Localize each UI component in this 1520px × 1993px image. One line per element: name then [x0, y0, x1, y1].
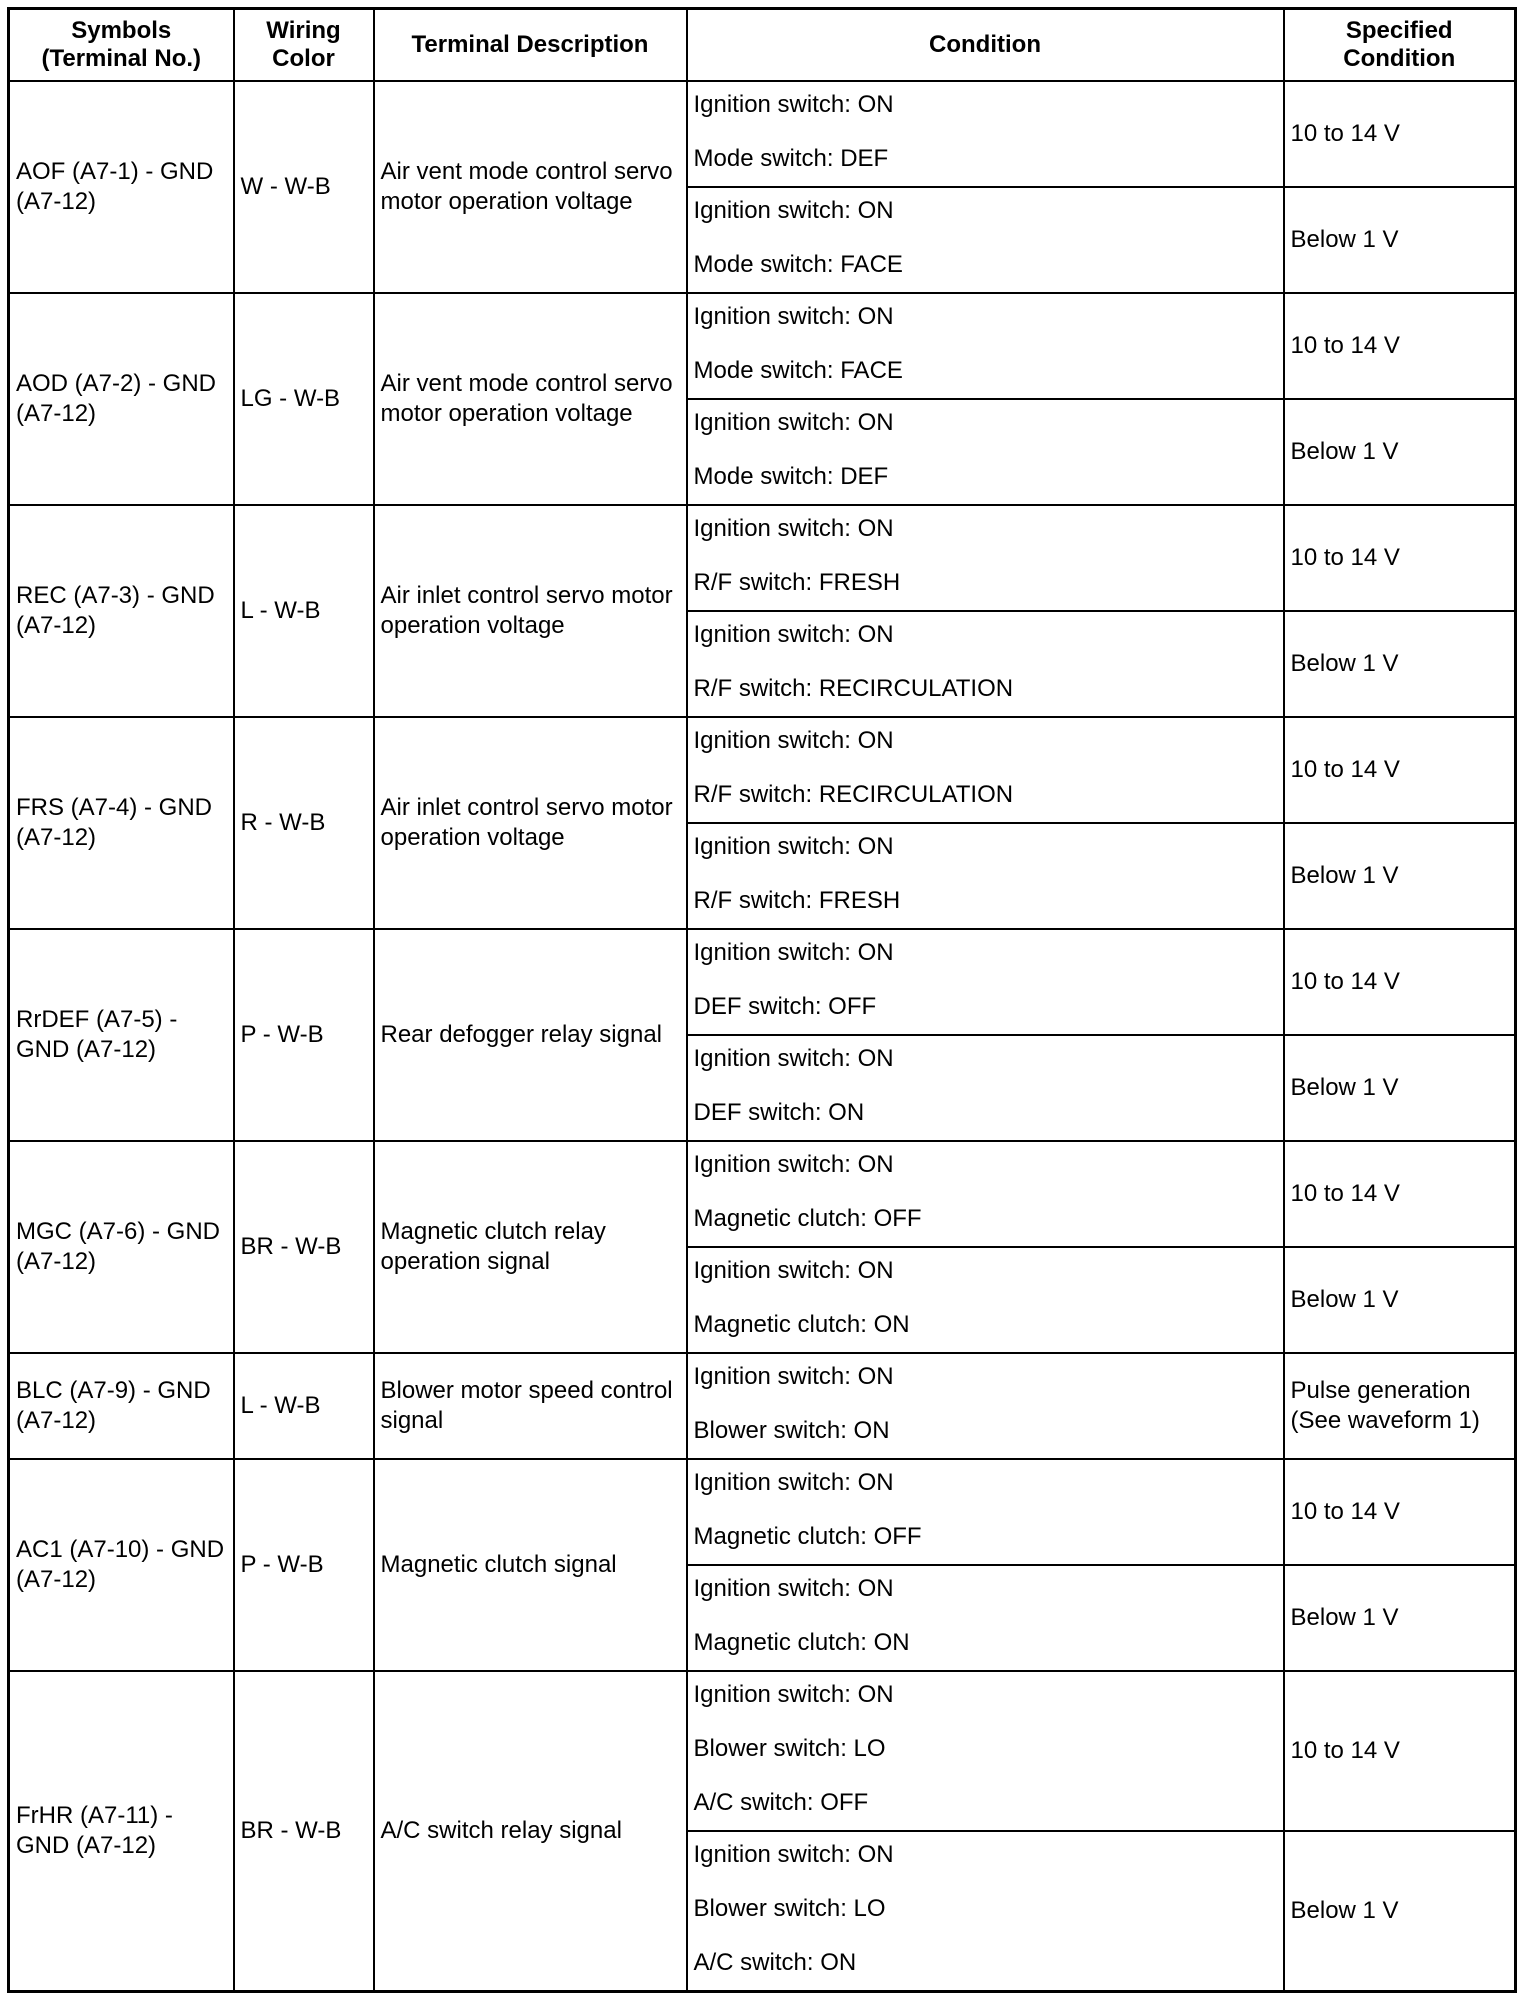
description-cell: Magnetic clutch relay operation signal: [374, 1141, 687, 1353]
specified-cell: Below 1 V: [1284, 1565, 1516, 1671]
condition-line: Ignition switch: ON: [693, 1469, 894, 1496]
symbol-cell: AC1 (A7-10) - GND (A7-12): [9, 1459, 234, 1671]
table-row: [9, 1459, 1516, 1565]
description-cell: A/C switch relay signal: [374, 1671, 687, 1991]
condition-cell: [687, 1141, 1284, 1247]
condition-cell: [687, 929, 1284, 1035]
description-cell: Rear defogger relay signal: [374, 929, 687, 1141]
condition-cell: [687, 1353, 1284, 1459]
specified-cell: Below 1 V: [1284, 399, 1516, 505]
condition-line: Blower switch: LO: [693, 1895, 886, 1922]
condition-cell: [687, 399, 1284, 505]
condition-line: Ignition switch: ON: [693, 833, 894, 860]
condition-cell: [687, 823, 1284, 929]
symbol-cell: FrHR (A7-11) - GND (A7-12): [9, 1671, 234, 1991]
description-cell: Air vent mode control servo motor operation voltage: [374, 293, 687, 505]
symbol-cell: AOF (A7-1) - GND (A7-12): [9, 81, 234, 293]
description-cell: Magnetic clutch signal: [374, 1459, 687, 1671]
condition-cell: [687, 1671, 1284, 1831]
specified-cell: Below 1 V: [1284, 823, 1516, 929]
condition-line: Ignition switch: ON: [693, 1681, 894, 1708]
table-row: [9, 293, 1516, 399]
condition-line: Ignition switch: ON: [693, 1841, 894, 1868]
condition-cell: [687, 505, 1284, 611]
condition-line: R/F switch: FRESH: [693, 569, 901, 596]
condition-line: Mode switch: FACE: [693, 251, 903, 278]
condition-line: Ignition switch: ON: [693, 197, 894, 224]
table-row: [9, 717, 1516, 823]
condition-line: Blower switch: ON: [693, 1417, 890, 1444]
condition-line: Ignition switch: ON: [693, 1151, 894, 1178]
specified-cell: 10 to 14 V: [1284, 505, 1516, 611]
table-row: [9, 1671, 1516, 1831]
condition-line: A/C switch: OFF: [693, 1789, 869, 1816]
wiring-cell: BR - W-B: [234, 1141, 374, 1353]
wiring-cell: BR - W-B: [234, 1671, 374, 1991]
condition-line: Magnetic clutch: ON: [693, 1311, 910, 1338]
condition-line: Ignition switch: ON: [693, 303, 894, 330]
condition-line: Magnetic clutch: OFF: [693, 1523, 922, 1550]
symbol-cell: BLC (A7-9) - GND (A7-12): [9, 1353, 234, 1459]
symbol-cell: AOD (A7-2) - GND (A7-12): [9, 293, 234, 505]
specified-cell: 10 to 14 V: [1284, 293, 1516, 399]
condition-line: Ignition switch: ON: [693, 515, 894, 542]
condition-line: Ignition switch: ON: [693, 727, 894, 754]
condition-line: Ignition switch: ON: [693, 1575, 894, 1602]
condition-line: Mode switch: DEF: [693, 463, 889, 490]
specified-cell: Pulse generation (See waveform 1): [1284, 1353, 1516, 1459]
description-cell: Blower motor speed control signal: [374, 1353, 687, 1459]
header-row: [9, 9, 1516, 82]
specified-cell: 10 to 14 V: [1284, 1459, 1516, 1565]
table-row: [9, 505, 1516, 611]
condition-line: R/F switch: RECIRCULATION: [693, 675, 1014, 702]
wiring-cell: P - W-B: [234, 1459, 374, 1671]
specified-cell: 10 to 14 V: [1284, 717, 1516, 823]
condition-line: Mode switch: DEF: [693, 145, 889, 172]
wiring-cell: W - W-B: [234, 81, 374, 293]
condition-line: Ignition switch: ON: [693, 1363, 894, 1390]
condition-cell: [687, 81, 1284, 187]
specified-cell: Below 1 V: [1284, 611, 1516, 717]
description-cell: Air inlet control servo motor operation voltage: [374, 717, 687, 929]
table-row: [9, 1141, 1516, 1247]
condition-line: R/F switch: RECIRCULATION: [693, 781, 1014, 808]
condition-cell: [687, 1831, 1284, 1991]
specified-cell: 10 to 14 V: [1284, 1671, 1516, 1831]
condition-line: Magnetic clutch: ON: [693, 1629, 910, 1656]
specified-cell: Below 1 V: [1284, 187, 1516, 293]
condition-cell: [687, 717, 1284, 823]
table-row: [9, 929, 1516, 1035]
specified-cell: Below 1 V: [1284, 1831, 1516, 1991]
table-row: [9, 81, 1516, 187]
header-specified: Specified Condition: [1284, 9, 1516, 82]
specified-cell: 10 to 14 V: [1284, 929, 1516, 1035]
header-description: Terminal Description: [374, 9, 687, 82]
symbol-cell: RrDEF (A7-5) - GND (A7-12): [9, 929, 234, 1141]
table-body: [9, 81, 1516, 1991]
condition-cell: [687, 1565, 1284, 1671]
wiring-cell: P - W-B: [234, 929, 374, 1141]
header-symbols: Symbols (Terminal No.): [9, 9, 234, 82]
condition-cell: [687, 1247, 1284, 1353]
symbol-cell: FRS (A7-4) - GND (A7-12): [9, 717, 234, 929]
specified-cell: Below 1 V: [1284, 1247, 1516, 1353]
condition-line: Ignition switch: ON: [693, 409, 894, 436]
condition-line: Ignition switch: ON: [693, 939, 894, 966]
description-cell: Air vent mode control servo motor operation voltage: [374, 81, 687, 293]
condition-line: Magnetic clutch: OFF: [693, 1205, 922, 1232]
wiring-cell: R - W-B: [234, 717, 374, 929]
description-cell: Air inlet control servo motor operation voltage: [374, 505, 687, 717]
condition-line: A/C switch: ON: [693, 1949, 857, 1976]
condition-line: Ignition switch: ON: [693, 1257, 894, 1284]
condition-cell: [687, 611, 1284, 717]
specified-cell: 10 to 14 V: [1284, 81, 1516, 187]
condition-cell: [687, 1459, 1284, 1565]
wiring-cell: LG - W-B: [234, 293, 374, 505]
wiring-cell: L - W-B: [234, 1353, 374, 1459]
header-condition: Condition: [687, 9, 1284, 82]
specified-cell: Below 1 V: [1284, 1035, 1516, 1141]
condition-cell: [687, 187, 1284, 293]
symbol-cell: MGC (A7-6) - GND (A7-12): [9, 1141, 234, 1353]
wiring-cell: L - W-B: [234, 505, 374, 717]
condition-line: Blower switch: LO: [693, 1735, 886, 1762]
condition-cell: [687, 1035, 1284, 1141]
condition-line: Ignition switch: ON: [693, 1045, 894, 1072]
condition-line: Mode switch: FACE: [693, 357, 903, 384]
terminal-table: [7, 7, 1517, 1993]
condition-line: R/F switch: FRESH: [693, 887, 901, 914]
condition-line: Ignition switch: ON: [693, 621, 894, 648]
condition-line: Ignition switch: ON: [693, 91, 894, 118]
specified-cell: 10 to 14 V: [1284, 1141, 1516, 1247]
header-wiring: Wiring Color: [234, 9, 374, 82]
symbol-cell: REC (A7-3) - GND (A7-12): [9, 505, 234, 717]
condition-line: DEF switch: OFF: [693, 993, 877, 1020]
condition-line: DEF switch: ON: [693, 1099, 865, 1126]
table-row: [9, 1353, 1516, 1459]
condition-cell: [687, 293, 1284, 399]
